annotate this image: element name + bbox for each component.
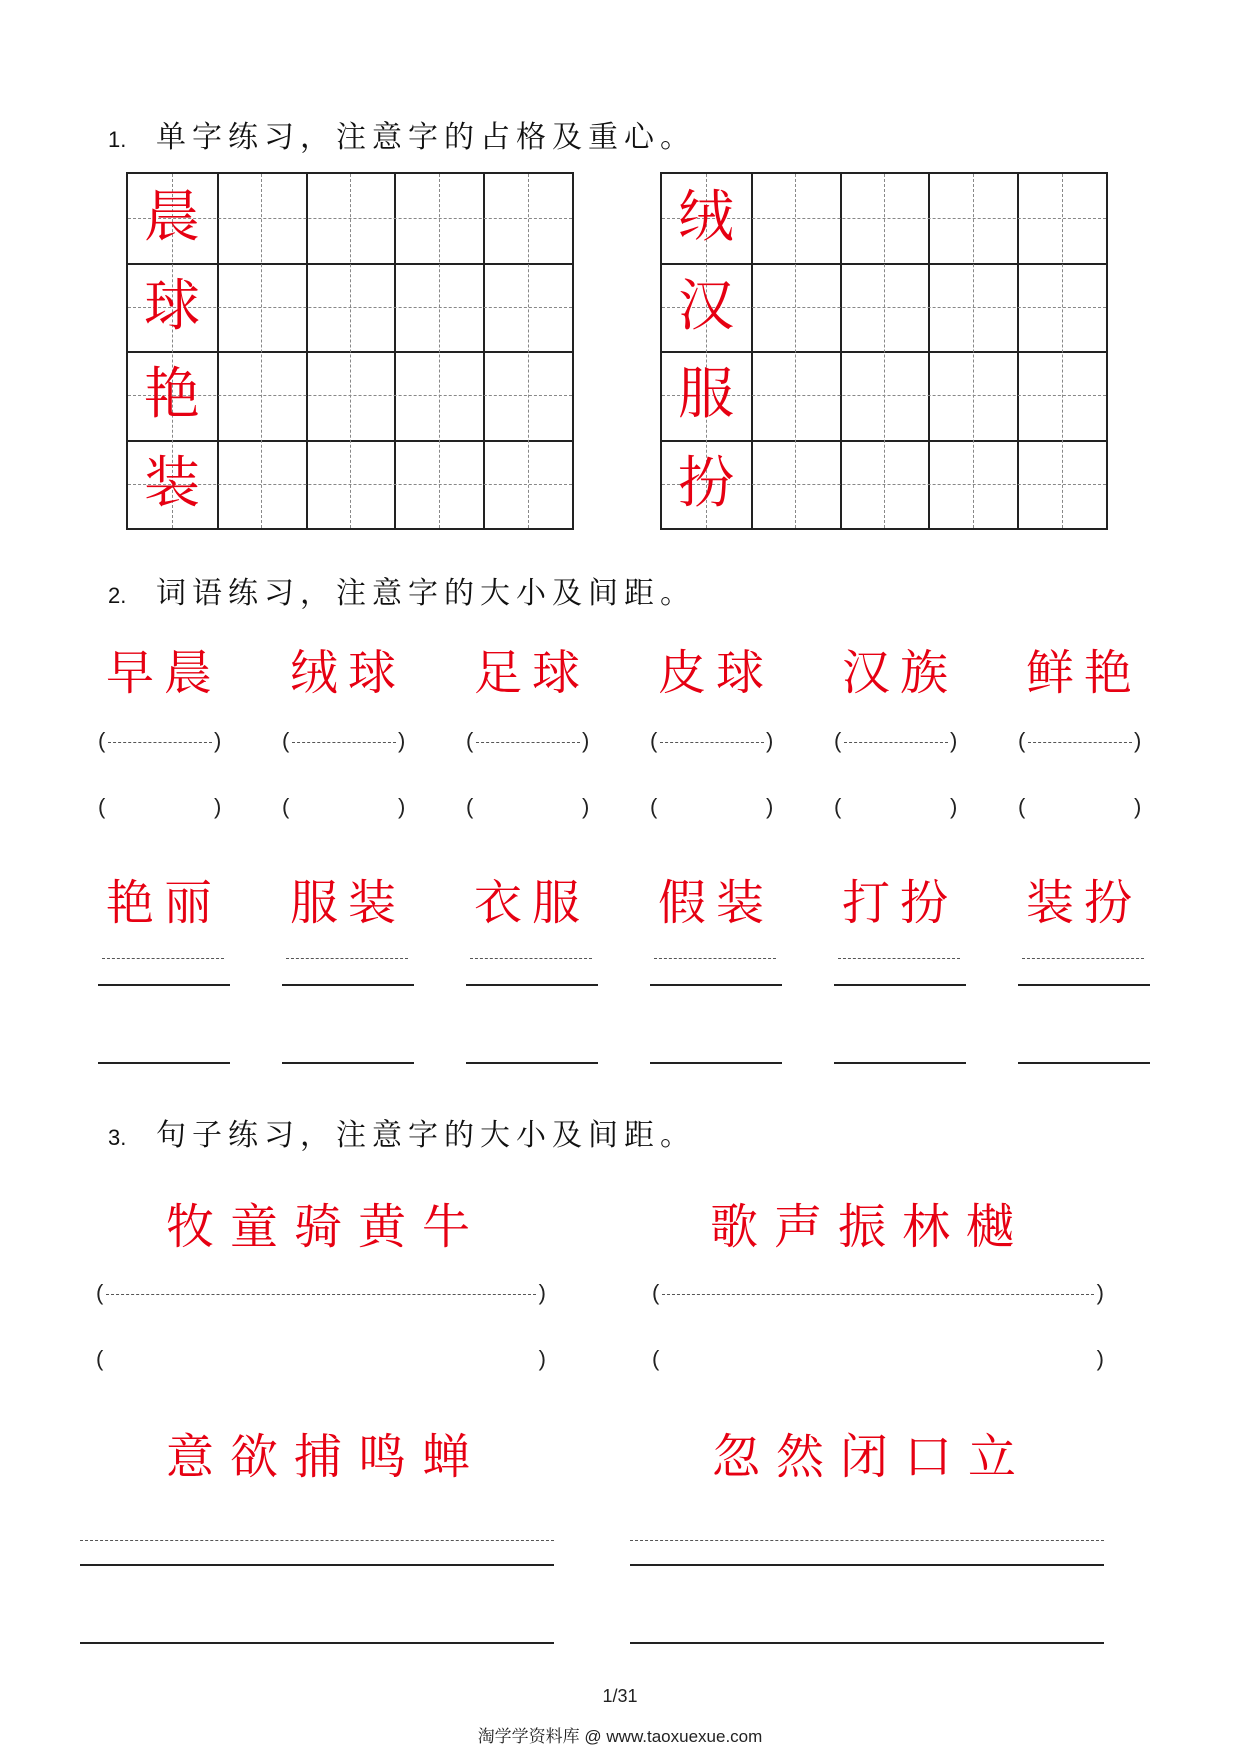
paren-open: (	[98, 728, 106, 753]
paren-close: )	[214, 794, 222, 819]
pinyin-answer-slot[interactable]	[108, 728, 212, 754]
sentence-3-writing-line	[80, 1564, 554, 1566]
model-character: 装	[144, 450, 200, 516]
practice-cell[interactable]	[306, 440, 395, 529]
paren-open: (	[96, 1280, 104, 1305]
section3-number: 3.	[108, 1125, 127, 1150]
writing-line[interactable]	[98, 984, 230, 986]
sentence-3: 意欲捕鸣蝉	[166, 1429, 487, 1485]
dashed-guide	[106, 1294, 536, 1295]
paren-open: (	[282, 794, 290, 819]
paren-close: )	[1134, 794, 1142, 819]
practice-cell[interactable]	[1017, 440, 1106, 529]
paren-close: )	[214, 728, 222, 753]
model-character: 艳	[144, 362, 200, 427]
dashed-guide	[286, 958, 408, 959]
sentence-4-writing-line	[630, 1564, 1104, 1566]
practice-cell[interactable]	[217, 174, 306, 263]
writing-line[interactable]	[834, 1062, 966, 1064]
paren-open: (	[650, 728, 658, 753]
pinyin-answer-slot[interactable]	[1028, 728, 1132, 754]
practice-cell[interactable]	[751, 174, 840, 263]
section1-title: 单字练习，注意字的占格及重心。	[156, 120, 696, 155]
practice-cell[interactable]	[306, 351, 395, 440]
source-watermark: 淘学学资料库 @ www.taoxuexue.com	[477, 1727, 763, 1746]
word-model: 打扮	[842, 875, 959, 931]
word-model: 足球	[474, 645, 591, 701]
section2-number: 2.	[108, 583, 127, 608]
practice-cell[interactable]	[928, 440, 1017, 529]
section2-title: 词语练习，注意字的大小及间距。	[156, 576, 696, 611]
practice-cell[interactable]	[483, 351, 572, 440]
practice-cell[interactable]	[394, 351, 483, 440]
section1-heading	[108, 112, 696, 156]
paren-close: )	[538, 1346, 546, 1371]
paren-open: (	[1018, 794, 1026, 819]
word-model: 绒球	[290, 645, 407, 701]
sentence-3-dashed-line	[80, 1540, 554, 1541]
practice-cell[interactable]	[928, 351, 1017, 440]
dashed-guide	[470, 958, 592, 959]
pinyin-answer-slot[interactable]	[844, 728, 948, 754]
section3-title: 句子练习，注意字的大小及间距。	[156, 1118, 696, 1153]
sentence-4-dashed-line	[630, 1540, 1104, 1541]
practice-cell[interactable]	[306, 174, 395, 263]
pinyin-answer-slot[interactable]	[844, 794, 948, 820]
tianzige-grid-right	[660, 172, 1108, 530]
pinyin-answer-slot[interactable]	[292, 728, 396, 754]
word-model: 汉族	[842, 645, 959, 701]
paren-open: (	[98, 794, 106, 819]
writing-line[interactable]	[650, 1062, 782, 1064]
sentence-1: 牧童骑黄牛	[166, 1199, 487, 1255]
writing-line[interactable]	[834, 984, 966, 986]
pinyin-answer-slot[interactable]	[108, 794, 212, 820]
pinyin-answer-slot[interactable]	[660, 728, 764, 754]
paren-open: (	[466, 794, 474, 819]
pinyin-answer-slot[interactable]	[476, 794, 580, 820]
dashed-guide	[654, 958, 776, 959]
practice-cell[interactable]	[840, 440, 929, 529]
tianzige-grid-left	[126, 172, 574, 530]
practice-cell[interactable]	[751, 440, 840, 529]
sentence-4: 忽然闭口立	[712, 1429, 1033, 1485]
model-character: 服	[678, 362, 734, 427]
paren-open: (	[1018, 728, 1026, 753]
practice-cell[interactable]	[217, 440, 306, 529]
word-model: 艳丽	[106, 875, 223, 931]
pinyin-answer-slot[interactable]	[660, 794, 764, 820]
paren-open: (	[652, 1280, 660, 1305]
writing-line[interactable]	[650, 984, 782, 986]
paren-close: )	[766, 728, 774, 753]
practice-cell[interactable]	[1017, 174, 1106, 263]
sentence-1-pinyin-line	[96, 1280, 546, 1310]
practice-cell[interactable]	[483, 263, 572, 352]
paren-close: )	[950, 728, 958, 753]
model-character: 绒	[678, 185, 734, 250]
writing-line[interactable]	[98, 1062, 230, 1064]
sentence-2-answer-line	[652, 1346, 1104, 1376]
practice-cell[interactable]	[306, 263, 395, 352]
practice-cell[interactable]	[840, 174, 929, 263]
practice-cell[interactable]	[483, 174, 572, 263]
paren-close: )	[538, 1280, 546, 1305]
writing-line[interactable]	[466, 1062, 598, 1064]
word-model: 装扮	[1026, 875, 1143, 931]
model-character: 球	[144, 273, 200, 339]
word-model: 衣服	[474, 875, 591, 931]
sentence-4-writing-line-2	[630, 1642, 1104, 1644]
paren-open: (	[834, 728, 842, 753]
section1-number: 1.	[108, 127, 127, 152]
sentence-3-writing-line-2	[80, 1642, 554, 1644]
writing-line[interactable]	[282, 984, 414, 986]
writing-line[interactable]	[466, 984, 598, 986]
pinyin-answer-slot[interactable]	[292, 794, 396, 820]
practice-cell[interactable]	[751, 263, 840, 352]
paren-close: )	[1096, 1280, 1104, 1305]
model-character: 扮	[678, 450, 734, 516]
paren-open: (	[96, 1346, 104, 1371]
practice-cell[interactable]	[840, 351, 929, 440]
writing-line[interactable]	[1018, 984, 1150, 986]
paren-open: (	[282, 728, 290, 753]
sentence-2-pinyin-line	[652, 1280, 1104, 1310]
section3-heading	[108, 1110, 696, 1154]
practice-cell[interactable]	[1017, 263, 1106, 352]
practice-cell[interactable]	[483, 440, 572, 529]
section2-heading	[108, 568, 696, 612]
paren-close: )	[950, 794, 958, 819]
paren-open: (	[652, 1346, 660, 1371]
dashed-guide	[838, 958, 960, 959]
paren-open: (	[466, 728, 474, 753]
practice-cell[interactable]	[1017, 351, 1106, 440]
paren-close: )	[582, 728, 590, 753]
practice-cell[interactable]	[751, 351, 840, 440]
practice-cell[interactable]	[840, 263, 929, 352]
paren-close: )	[766, 794, 774, 819]
sentence-2: 歌声振林樾	[710, 1199, 1031, 1255]
practice-cell[interactable]	[394, 174, 483, 263]
model-character: 晨	[144, 185, 200, 250]
paren-close: )	[1096, 1346, 1104, 1371]
dashed-guide	[662, 1294, 1094, 1295]
dashed-guide	[1022, 958, 1144, 959]
writing-line[interactable]	[1018, 1062, 1150, 1064]
word-model: 早晨	[106, 645, 223, 701]
word-model: 假装	[658, 875, 775, 931]
word-model: 服装	[290, 875, 407, 931]
paren-close: )	[1134, 728, 1142, 753]
practice-cell[interactable]	[217, 351, 306, 440]
practice-cell[interactable]	[217, 263, 306, 352]
paren-open: (	[834, 794, 842, 819]
practice-cell[interactable]	[394, 440, 483, 529]
practice-cell[interactable]	[928, 174, 1017, 263]
paren-close: )	[582, 794, 590, 819]
word-model: 鲜艳	[1026, 645, 1143, 701]
paren-close: )	[398, 794, 406, 819]
model-character: 汉	[678, 273, 734, 339]
word-model: 皮球	[658, 645, 775, 701]
paren-open: (	[650, 794, 658, 819]
practice-cell[interactable]	[928, 263, 1017, 352]
pinyin-answer-slot[interactable]	[476, 728, 580, 754]
dashed-guide	[102, 958, 224, 959]
paren-close: )	[398, 728, 406, 753]
practice-cell[interactable]	[394, 263, 483, 352]
sentence-1-answer-line	[96, 1346, 546, 1376]
pinyin-answer-slot[interactable]	[1028, 794, 1132, 820]
page-number: 1/31	[602, 1686, 638, 1706]
writing-line[interactable]	[282, 1062, 414, 1064]
